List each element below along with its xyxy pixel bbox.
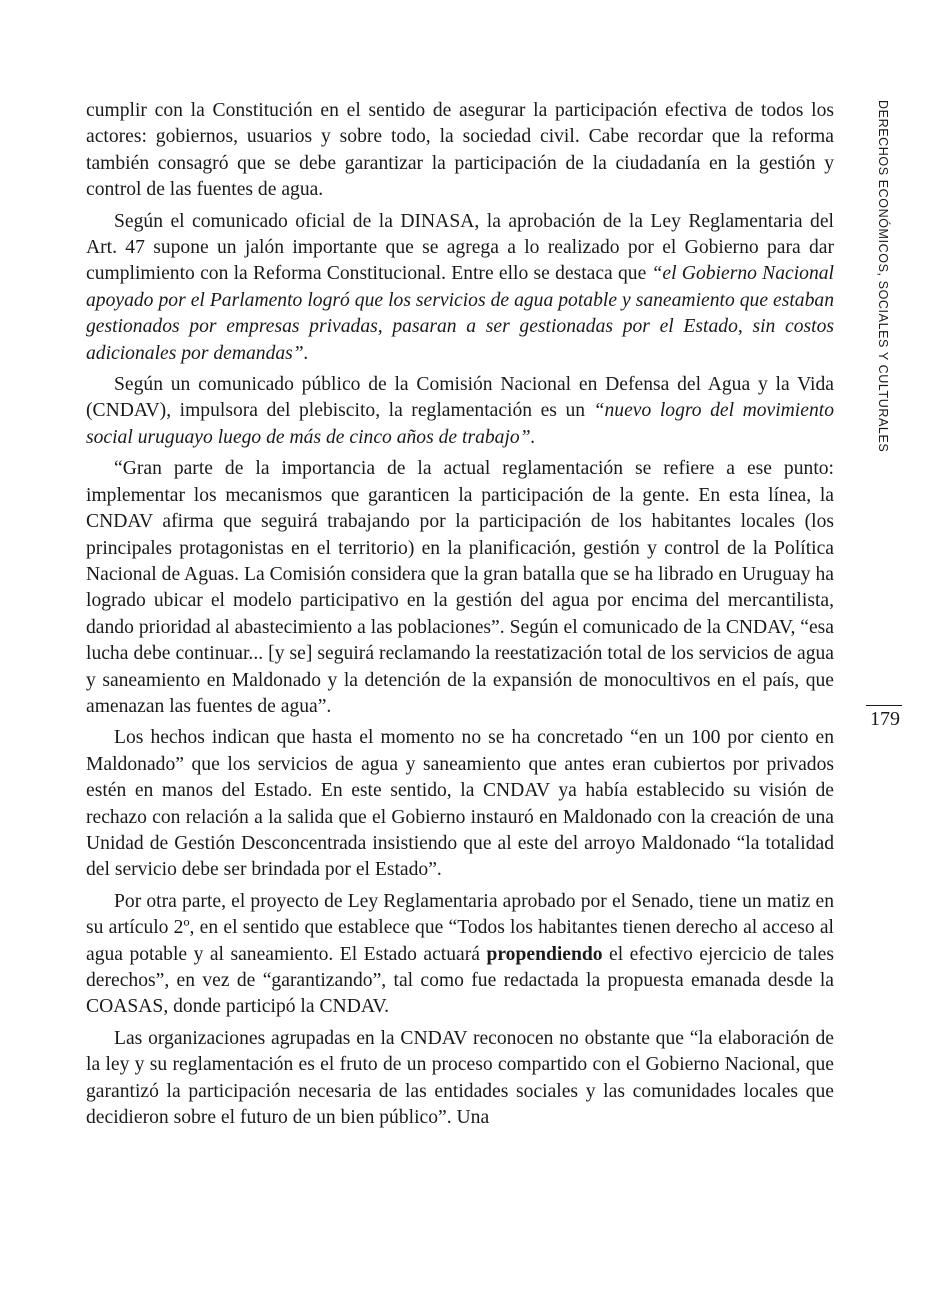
running-header: DERECHOS ECONÓMICOS, SOCIALES Y CULTURALES bbox=[876, 100, 890, 453]
page-number: 179 bbox=[870, 708, 900, 730]
paragraph-3 bbox=[86, 372, 834, 451]
paragraph-3-quote: “nuevo logro del movimiento social uruguayo luego de más de cinco años de trabajo”. bbox=[86, 400, 834, 448]
paragraph-7-segment-1: Las organizaciones agrupadas en la CNDAV reconocen no obstante que “la elaboración de la ley y su reglamentación es el fruto de un proceso compartido con el Gobierno Nacional, que garantizó la participación necesaria de las entidades sociales y las comunidades locales que decidieron sobre el futuro de un bien público”. Una bbox=[86, 1027, 834, 1129]
paragraph-2-segment-1: Según el comunicado oficial de la DINASA, la aprobación de la Ley Reglamentaria del Art. 47 supone un jalón importante que se agrega a lo realizado por el Gobierno para dar cumplimiento con la Reforma Constitucional. Entre ello se destaca que bbox=[86, 210, 834, 285]
body-text bbox=[86, 98, 834, 1136]
paragraph-2-quote: “el Gobierno Nacional apoyado por el Parlamento logró que los servicios de agua potable y saneamiento que estaban gestionados por empresas privadas, pasaran a ser gestionadas por el Estado, sin costos adicionales por demandas”. bbox=[86, 263, 834, 364]
paragraph-6-segment-1: Por otra parte, el proyecto de Ley Reglamentaria aprobado por el Senado, tiene un matiz en su artículo 2º, en el sentido que establece que “Todos los habitantes tienen derecho al acceso al agua potable y al saneamiento. El Estado actuará bbox=[86, 890, 834, 965]
paragraph-6-emphasis: propendiendo bbox=[486, 943, 603, 965]
paragraph-3-segment-1: Según un comunicado público de la Comisión Nacional en Defensa del Agua y la Vida (CNDAV), impulsora del plebiscito, la reglamentación es un bbox=[86, 374, 834, 422]
page-number-rule bbox=[866, 705, 902, 706]
paragraph-1 bbox=[86, 98, 834, 204]
paragraph-4-segment-1: “Gran parte de la importancia de la actual reglamentación se refiere a ese punto: implementar los mecanismos que garanticen la participación de la gente. En esta línea, la CNDAV afirma que seguirá trabajando por la participación de los habitantes locales (los principales protagonistas en el territorio) en la planificación, gestión y control de la Política Nacional de Aguas. La Comisión considera que la gran batalla que se ha librado en Uruguay ha logrado ubicar el modelo participativo en la gestión del agua por encima del mercantilista, dando prioridad al abastecimiento a las poblaciones”. Según el comunicado de la CNDAV, “esa lucha debe continuar... [y se] seguirá reclamando la reestatización total de los servicios de agua y saneamiento en Maldonado y la detención de la expansión de monocultivos en el país, que amenazan las fuentes de agua”. bbox=[86, 458, 834, 717]
paragraph-5-segment-1: Los hechos indican que hasta el momento no se ha concretado “en un 100 por ciento en Maldonado” que los servicios de agua y saneamiento que antes eran cubiertos por privados estén en manos del Estado. En este sentido, la CNDAV ya había establecido su visión de rechazo con relación a la salida que el Gobierno instauró en Maldonado con la creación de una Unidad de Gestión Desconcentrada insistiendo que al este del arroyo Maldonado “la totalidad del servicio debe ser brindada por el Estado”. bbox=[86, 727, 834, 881]
paragraph-6-segment-3: el efectivo ejercicio de tales derechos”, en vez de “garantizando”, tal como fue redactada la propuesta emanada desde la COASAS, donde participó la CNDAV. bbox=[86, 943, 834, 1018]
paragraph-4 bbox=[86, 456, 834, 720]
paragraph-5 bbox=[86, 725, 834, 883]
paragraph-7 bbox=[86, 1026, 834, 1132]
paragraph-1-segment-1: cumplir con la Constitución en el sentido de asegurar la participación efectiva de todos los actores: gobiernos, usuarios y sobre todo, la sociedad civil. Cabe recordar que la reforma también consagró que se debe garantizar la participación de la ciudadanía en la gestión y control de las fuentes de agua. bbox=[86, 100, 834, 201]
paragraph-6 bbox=[86, 889, 834, 1021]
paragraph-2 bbox=[86, 209, 834, 367]
